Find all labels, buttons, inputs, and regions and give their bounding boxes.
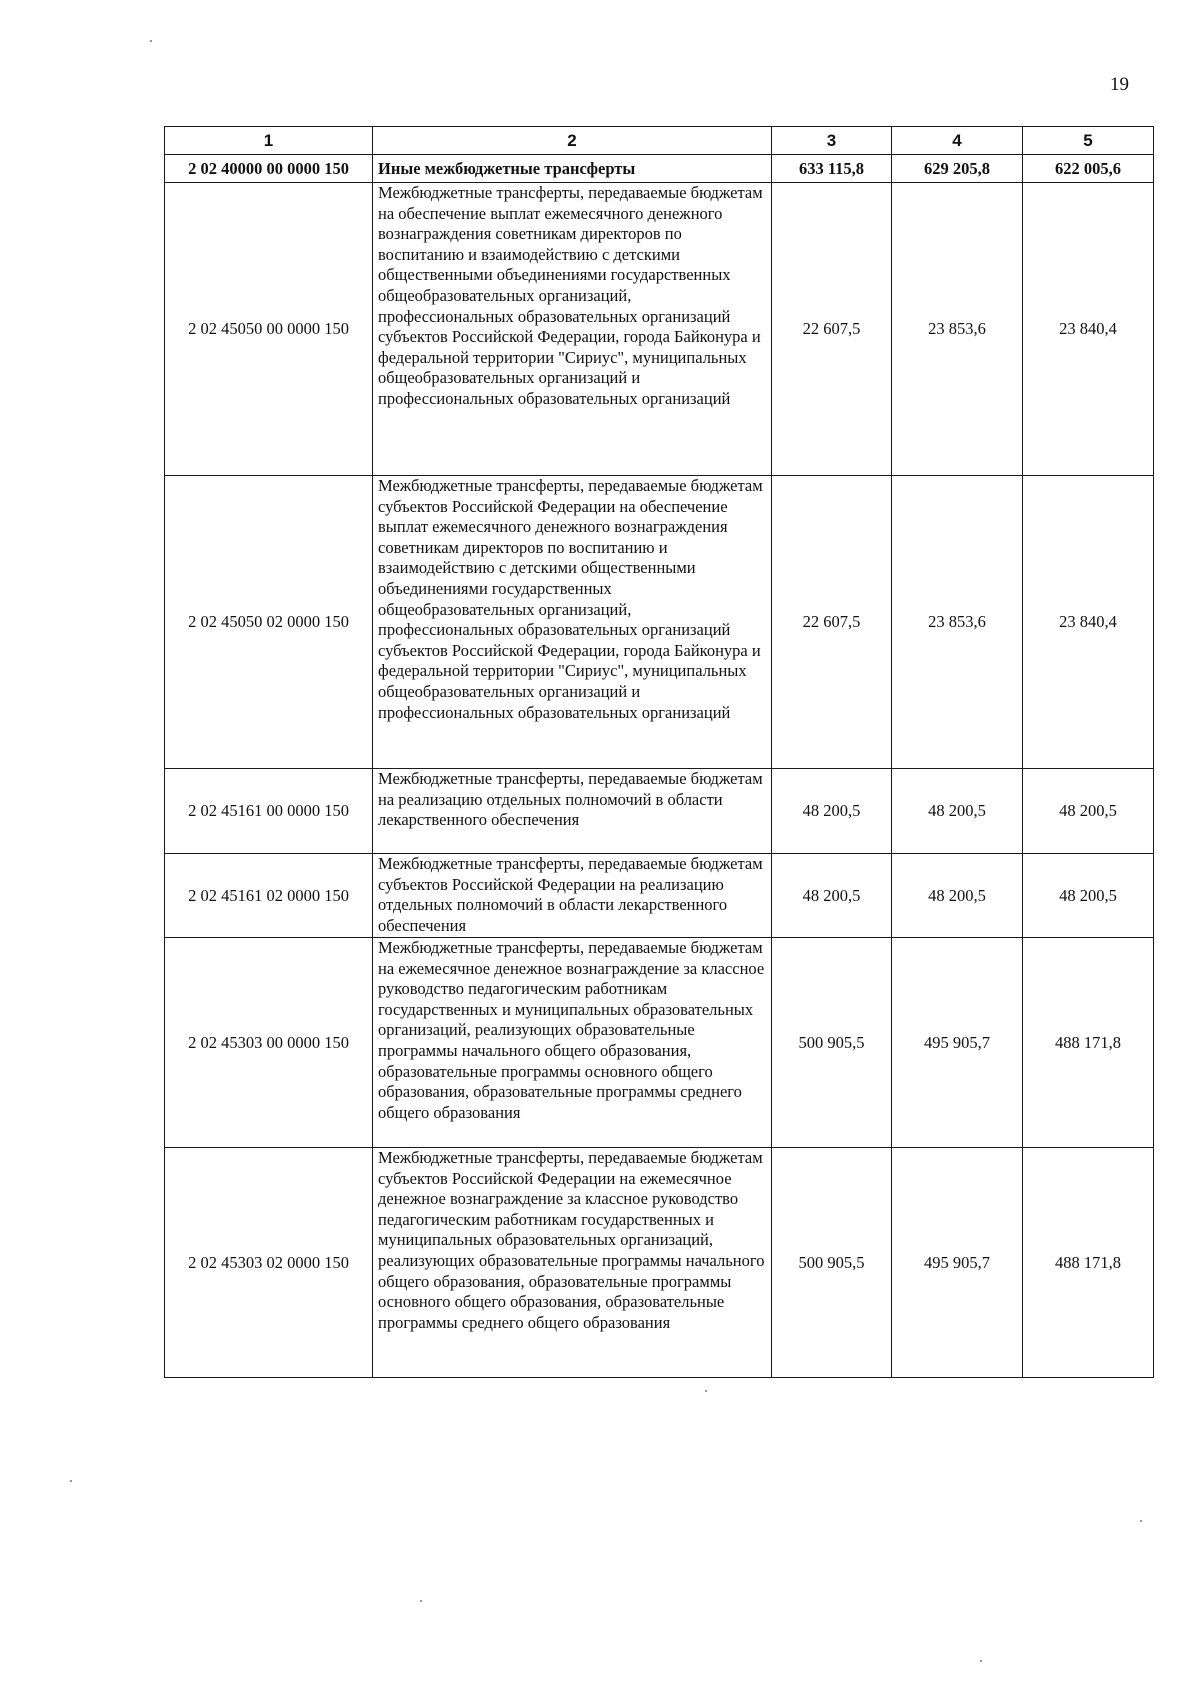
row-value-col3: 22 607,5 bbox=[772, 183, 892, 476]
row-value-col5: 23 840,4 bbox=[1023, 183, 1154, 476]
row-code: 2 02 45161 00 0000 150 bbox=[165, 769, 373, 854]
row-value-col5: 48 200,5 bbox=[1023, 854, 1154, 938]
row-value-col3: 48 200,5 bbox=[772, 854, 892, 938]
row-value-col3: 22 607,5 bbox=[772, 476, 892, 769]
table-row bbox=[165, 183, 1154, 476]
scan-speck bbox=[70, 1480, 72, 1482]
header-row bbox=[165, 127, 1154, 155]
row-value-col3: 633 115,8 bbox=[772, 155, 892, 183]
row-code: 2 02 45050 02 0000 150 bbox=[165, 476, 373, 769]
row-name: Межбюджетные трансферты, передаваемые бюджетам на обеспечение выплат ежемесячного денежного вознаграждения советникам директоров по воспитанию и взаимодействию с детскими общественными объединениями государственных общеобразовательных организаций, профессиональных образовательных организаций субъектов Российской Федерации, города Байконура и федеральной территории "Сириус", муниципальных общеобразовательных организаций и профессиональных образовательных организаций bbox=[373, 183, 772, 476]
row-value-col4: 495 905,7 bbox=[892, 1148, 1023, 1378]
row-code: 2 02 45303 02 0000 150 bbox=[165, 1148, 373, 1378]
row-name: Межбюджетные трансферты, передаваемые бюджетам на ежемесячное денежное вознаграждение за классное руководство педагогическим работникам государственных и муниципальных образовательных организаций, реализующих образовательные программы начального общего образования, образовательные программы основного общего образования, образовательные программы среднего общего образования bbox=[373, 938, 772, 1148]
scan-speck bbox=[420, 1600, 422, 1602]
scan-speck bbox=[980, 1660, 982, 1662]
page-number: 19 bbox=[1110, 74, 1129, 95]
table-row bbox=[165, 769, 1154, 854]
table-row bbox=[165, 476, 1154, 769]
row-value-col5: 622 005,6 bbox=[1023, 155, 1154, 183]
budget-table bbox=[164, 126, 1154, 1378]
row-value-col5: 488 171,8 bbox=[1023, 1148, 1154, 1378]
row-value-col5: 48 200,5 bbox=[1023, 769, 1154, 854]
row-name: Иные межбюджетные трансферты bbox=[373, 155, 772, 183]
row-code: 2 02 40000 00 0000 150 bbox=[165, 155, 373, 183]
row-value-col4: 495 905,7 bbox=[892, 938, 1023, 1148]
scan-speck bbox=[1140, 1520, 1142, 1522]
row-value-col3: 500 905,5 bbox=[772, 1148, 892, 1378]
table-row bbox=[165, 1148, 1154, 1378]
row-code: 2 02 45303 00 0000 150 bbox=[165, 938, 373, 1148]
table-row bbox=[165, 155, 1154, 183]
row-value-col3: 48 200,5 bbox=[772, 769, 892, 854]
row-value-col4: 48 200,5 bbox=[892, 769, 1023, 854]
row-value-col5: 488 171,8 bbox=[1023, 938, 1154, 1148]
row-value-col3: 500 905,5 bbox=[772, 938, 892, 1148]
row-code: 2 02 45161 02 0000 150 bbox=[165, 854, 373, 938]
header-col-5: 5 bbox=[1023, 127, 1154, 155]
scan-speck bbox=[705, 1390, 707, 1392]
row-name: Межбюджетные трансферты, передаваемые бюджетам на реализацию отдельных полномочий в области лекарственного обеспечения bbox=[373, 769, 772, 854]
header-col-3: 3 bbox=[772, 127, 892, 155]
row-value-col4: 23 853,6 bbox=[892, 183, 1023, 476]
row-name: Межбюджетные трансферты, передаваемые бюджетам субъектов Российской Федерации на ежемесячное денежное вознаграждение за классное руководство педагогическим работникам государственных и муниципальных образовательных организаций, реализующих образовательные программы начального общего образования, образовательные программы основного общего образования, образовательные программы среднего общего образования bbox=[373, 1148, 772, 1378]
row-name: Межбюджетные трансферты, передаваемые бюджетам субъектов Российской Федерации на реализацию отдельных полномочий в области лекарственного обеспечения bbox=[373, 854, 772, 938]
row-value-col4: 48 200,5 bbox=[892, 854, 1023, 938]
row-value-col4: 629 205,8 bbox=[892, 155, 1023, 183]
row-name: Межбюджетные трансферты, передаваемые бюджетам субъектов Российской Федерации на обеспечение выплат ежемесячного денежного вознаграждения советникам директоров по воспитанию и взаимодействию с детскими общественными объединениями государственных общеобразовательных организаций, профессиональных образовательных организаций субъектов Российской Федерации, города Байконура и федеральной территории "Сириус", муниципальных общеобразовательных организаций и профессиональных образовательных организаций bbox=[373, 476, 772, 769]
header-col-1: 1 bbox=[165, 127, 373, 155]
header-col-4: 4 bbox=[892, 127, 1023, 155]
table-row bbox=[165, 854, 1154, 938]
scan-speck bbox=[150, 40, 152, 42]
row-code: 2 02 45050 00 0000 150 bbox=[165, 183, 373, 476]
table-row bbox=[165, 938, 1154, 1148]
row-value-col5: 23 840,4 bbox=[1023, 476, 1154, 769]
header-col-2: 2 bbox=[373, 127, 772, 155]
row-value-col4: 23 853,6 bbox=[892, 476, 1023, 769]
